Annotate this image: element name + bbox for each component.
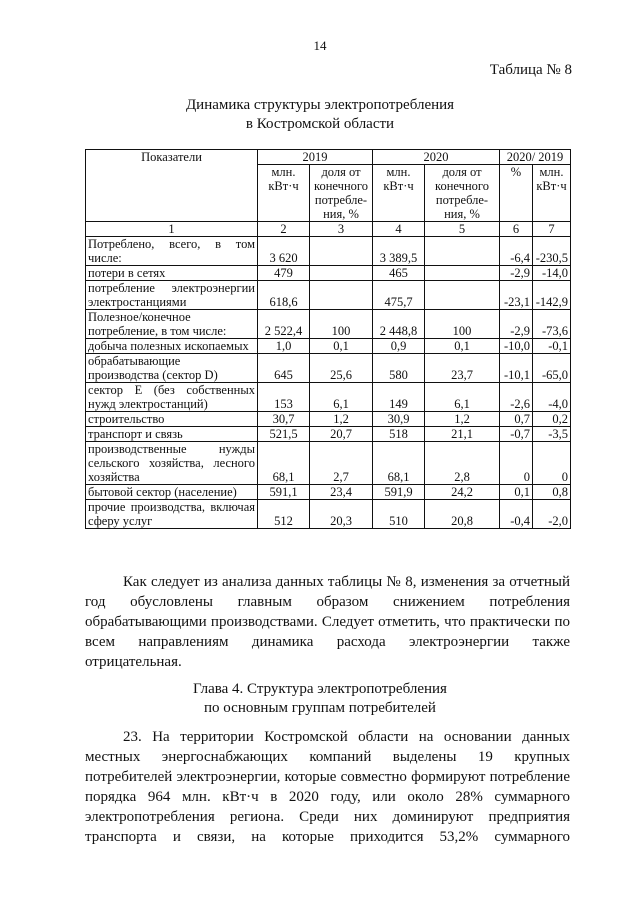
table-row — [86, 485, 571, 500]
share-2019 — [310, 237, 373, 266]
subheader-share: доля от конечного потребле- ния, % — [425, 165, 500, 222]
column-number: 6 — [500, 222, 533, 237]
row-label — [86, 500, 258, 529]
change-percent: -2,9 — [500, 310, 533, 339]
change-percent: -2,9 — [500, 266, 533, 281]
change-percent: -0,7 — [500, 427, 533, 442]
paragraph-line: электропотребления региона. Среди них доминируют предприятия — [85, 809, 570, 825]
value-2019: 153 — [258, 383, 310, 412]
row-label-line: добыча полезных ископаемых — [88, 339, 249, 353]
change-absolute: 0,8 — [533, 485, 571, 500]
paragraph-line: местных энергоснабжающих компаний выделены 19 крупных — [85, 749, 570, 765]
row-label — [86, 237, 258, 266]
row-label-line: потребление, в том числе: — [88, 324, 227, 338]
table-row — [86, 310, 571, 339]
share-2020: 2,8 — [425, 442, 500, 485]
share-2019: 25,6 — [310, 354, 373, 383]
table-label: Таблица № 8 — [489, 62, 572, 78]
header-change: 2020/ 2019 — [500, 150, 571, 165]
change-absolute: -230,5 — [533, 237, 571, 266]
row-label-line: сферу услуг — [88, 514, 153, 528]
row-label — [86, 383, 258, 412]
value-2020: 591,9 — [373, 485, 425, 500]
share-2019: 20,3 — [310, 500, 373, 529]
table-row — [86, 281, 571, 310]
table-title-line: Динамика структуры электропотребления — [185, 97, 455, 113]
paragraph-line: год обусловлены главным образом снижением потребления — [85, 594, 570, 610]
row-label — [86, 339, 258, 354]
row-label-line: Потреблено, всего, в том — [88, 237, 255, 251]
table-row — [86, 383, 571, 412]
column-number: 2 — [258, 222, 310, 237]
change-percent: -0,4 — [500, 500, 533, 529]
column-number: 5 — [425, 222, 500, 237]
consumers-paragraph — [85, 727, 570, 847]
row-label — [86, 266, 258, 281]
value-2020: 510 — [373, 500, 425, 529]
header-year-2020: 2020 — [373, 150, 500, 165]
table-row — [86, 237, 571, 266]
change-percent: -23,1 — [500, 281, 533, 310]
change-absolute: -4,0 — [533, 383, 571, 412]
paragraph-line: транспорта и связи, на которые приходится 53,2% суммарного — [85, 829, 570, 845]
column-number: 3 — [310, 222, 373, 237]
change-absolute: -0,1 — [533, 339, 571, 354]
row-label-line: прочие производства, включая — [88, 500, 255, 514]
table-row — [86, 412, 571, 427]
table-title-line: в Костромской области — [245, 116, 395, 132]
value-2019: 521,5 — [258, 427, 310, 442]
share-2019 — [310, 281, 373, 310]
row-label — [86, 412, 258, 427]
chapter-title-line: Глава 4. Структура электропотребления — [193, 681, 447, 697]
table-body — [86, 237, 571, 529]
subheader-percent: % — [500, 165, 533, 222]
row-label — [86, 310, 258, 339]
value-2019: 512 — [258, 500, 310, 529]
change-absolute: 0,2 — [533, 412, 571, 427]
page-number: 14 — [313, 38, 327, 53]
chapter-title-line: по основным группам потребителей — [204, 700, 436, 716]
change-percent: -2,6 — [500, 383, 533, 412]
subheader-share: доля от конечного потребле- ния, % — [310, 165, 373, 222]
row-label-line: сельского хозяйства, лесного — [88, 456, 255, 470]
row-label-line: нужд электростанций) — [88, 397, 208, 411]
change-absolute: -65,0 — [533, 354, 571, 383]
row-label-line: Полезное/конечное — [88, 310, 191, 324]
power-consumption-table — [85, 149, 571, 529]
value-2020: 68,1 — [373, 442, 425, 485]
share-2020: 6,1 — [425, 383, 500, 412]
subheader-mln-kwh: млн. кВт·ч — [258, 165, 310, 222]
subheader-mln-kwh: млн. кВт·ч — [373, 165, 425, 222]
change-percent: 0,1 — [500, 485, 533, 500]
share-2020: 1,2 — [425, 412, 500, 427]
share-2019: 1,2 — [310, 412, 373, 427]
change-percent: -6,4 — [500, 237, 533, 266]
column-number: 4 — [373, 222, 425, 237]
paragraph-line: отрицательная. — [85, 654, 182, 670]
value-2019: 3 620 — [258, 237, 310, 266]
row-label-line: сектор Е (без собственных — [88, 383, 255, 397]
row-label — [86, 442, 258, 485]
share-2020: 24,2 — [425, 485, 500, 500]
paragraph-line: 23. На территории Костромской области на основании данных — [123, 729, 570, 745]
change-absolute: -3,5 — [533, 427, 571, 442]
value-2020: 0,9 — [373, 339, 425, 354]
change-percent: -10,1 — [500, 354, 533, 383]
table-row — [86, 354, 571, 383]
share-2020 — [425, 281, 500, 310]
value-2019: 1,0 — [258, 339, 310, 354]
share-2020: 0,1 — [425, 339, 500, 354]
row-label-line: бытовой сектор (население) — [88, 485, 237, 499]
share-2019: 2,7 — [310, 442, 373, 485]
value-2019: 591,1 — [258, 485, 310, 500]
row-label — [86, 427, 258, 442]
share-2019: 23,4 — [310, 485, 373, 500]
row-label-line: обрабатывающие — [88, 354, 181, 368]
value-2020: 475,7 — [373, 281, 425, 310]
row-label-line: транспорт и связь — [88, 427, 183, 441]
share-2020 — [425, 237, 500, 266]
row-label-line: производственные нужды — [88, 442, 255, 456]
value-2019: 479 — [258, 266, 310, 281]
change-absolute: -2,0 — [533, 500, 571, 529]
table-row — [86, 500, 571, 529]
chapter-title — [0, 680, 640, 718]
table-header-row — [86, 150, 571, 165]
table-row — [86, 266, 571, 281]
header-indicators: Показатели — [86, 150, 258, 222]
value-2019: 68,1 — [258, 442, 310, 485]
value-2020: 518 — [373, 427, 425, 442]
row-label-line: производства (сектор D) — [88, 368, 218, 382]
change-absolute: 0 — [533, 442, 571, 485]
table-row — [86, 339, 571, 354]
row-label — [86, 281, 258, 310]
table-row — [86, 442, 571, 485]
value-2020: 30,9 — [373, 412, 425, 427]
row-label-line: хозяйства — [88, 470, 140, 484]
value-2019: 618,6 — [258, 281, 310, 310]
change-percent: 0 — [500, 442, 533, 485]
share-2020: 23,7 — [425, 354, 500, 383]
value-2020: 580 — [373, 354, 425, 383]
row-label-line: потери в сетях — [88, 266, 166, 280]
paragraph-line: потребителей электроэнергии, которые совместно формируют потребление — [85, 769, 570, 785]
row-label-line: строительство — [88, 412, 165, 426]
change-absolute: -73,6 — [533, 310, 571, 339]
value-2019: 645 — [258, 354, 310, 383]
analysis-paragraph — [85, 572, 570, 672]
change-percent: -10,0 — [500, 339, 533, 354]
header-year-2019: 2019 — [258, 150, 373, 165]
value-2020: 149 — [373, 383, 425, 412]
value-2019: 2 522,4 — [258, 310, 310, 339]
share-2020 — [425, 266, 500, 281]
row-label — [86, 485, 258, 500]
share-2020: 21,1 — [425, 427, 500, 442]
subheader-mln-kwh: млн. кВт·ч — [533, 165, 571, 222]
row-label — [86, 354, 258, 383]
share-2020: 100 — [425, 310, 500, 339]
share-2019: 6,1 — [310, 383, 373, 412]
paragraph-line: Как следует из анализа данных таблицы № 8, изменения за отчетный — [123, 574, 570, 590]
share-2019: 0,1 — [310, 339, 373, 354]
value-2020: 465 — [373, 266, 425, 281]
column-number-row — [86, 222, 571, 237]
change-absolute: -14,0 — [533, 266, 571, 281]
value-2020: 2 448,8 — [373, 310, 425, 339]
value-2020: 3 389,5 — [373, 237, 425, 266]
value-2019: 30,7 — [258, 412, 310, 427]
share-2020: 20,8 — [425, 500, 500, 529]
paragraph-line: порядка 964 млн. кВт·ч в 2020 году, или около 28% суммарного — [85, 789, 570, 805]
row-label-line: числе: — [88, 251, 122, 265]
table-title — [0, 96, 640, 134]
share-2019 — [310, 266, 373, 281]
column-number: 1 — [86, 222, 258, 237]
change-absolute: -142,9 — [533, 281, 571, 310]
paragraph-line: обрабатывающими производствами. Следует отметить, что практически по — [85, 614, 570, 630]
share-2019: 100 — [310, 310, 373, 339]
row-label-line: потребление электроэнергии — [88, 281, 255, 295]
row-label-line: электростанциями — [88, 295, 187, 309]
column-number: 7 — [533, 222, 571, 237]
share-2019: 20,7 — [310, 427, 373, 442]
change-percent: 0,7 — [500, 412, 533, 427]
table-row — [86, 427, 571, 442]
paragraph-line: всем направлениям динамика расхода электроэнергии также — [85, 634, 570, 650]
